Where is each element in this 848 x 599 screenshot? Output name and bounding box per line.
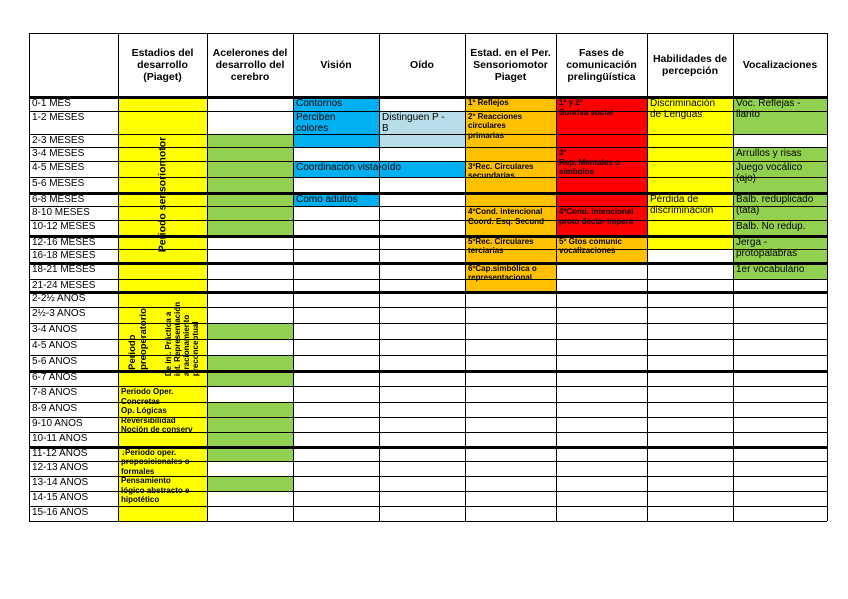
grid-line [733,33,734,521]
row-label: 1-2 MESES [32,111,85,123]
grid-line [293,33,294,521]
grid-line [29,134,827,135]
fase-4: 4ºCond. intencional proto decla- impera [556,206,647,236]
brain-spurt-3 [207,402,293,447]
row-label: 4-5 AÑOS [32,340,78,351]
grid-line [29,370,827,373]
grid-line [29,291,827,294]
preoperatorio-label: Periodo preoperatorio [127,308,150,370]
grid-line [29,147,827,148]
grid-line [29,417,827,418]
brain-spurt-5 [207,476,293,491]
row-label: 15-16 AÑOS [32,507,89,518]
header-col-5: Estad. en el Per. Sensoriomotor Piaget [470,47,551,83]
percepcion-perdida: Pérdida de discriminación [647,193,733,250]
sensorio-4: 4ºCond. intencional Coord. Esq. Secund [465,206,556,236]
vocal-jerga: Jerga - protopalabras [733,236,827,263]
grid-line [827,33,828,521]
row-label: 14-15 AÑOS [32,492,89,503]
grid-line [29,355,827,356]
grid-line [29,262,827,265]
row-label: 3-4 MESES [32,148,85,159]
row-label: 8-10 MESES [32,207,90,218]
row-label: 4-5 MESES [32,161,85,173]
grid-line [29,432,827,433]
grid-line [29,33,30,521]
preoperatorio-detail-label: De int. Práctica a int. Representación a racionamiento preconceptual [164,301,201,377]
fase-3: 3º Rep. Mentales o símbolos [556,147,647,193]
grid-line [379,33,380,521]
grid-line [29,96,827,99]
header-col-4: Oído [410,59,434,71]
row-label: 8-9 AÑOS [32,403,78,414]
header-col-7: Habilidades de percepción [652,53,728,77]
grid-line [29,446,827,449]
row-label: 7-8 AÑOS [32,387,78,398]
grid-line [29,161,827,162]
grid-line [29,206,827,207]
brain-spurt-4 [207,447,293,462]
grid-line [29,491,827,492]
vocal-arrullos: Arrullos y risas [733,147,827,161]
grid-line [29,402,827,403]
grid-line [29,192,827,195]
header-col-6: Fases de comunicación prelingüística [566,47,637,83]
vocal-balb-no-redup: Balb. No redup. [733,220,827,236]
grid-line [29,235,827,238]
grid-line [207,33,208,521]
row-label: 16-18 MESES [32,250,96,261]
vision-contornos: Contornos [293,97,379,111]
vocal-vocabulario: 1er vocabulario [733,263,827,279]
row-label: 5-6 AÑOS [32,356,78,367]
grid-line [29,177,827,178]
sensorio-5: 5ºRec. Circulares terciarias [465,236,556,263]
row-label: 3-4 AÑOS [32,324,78,335]
vision-coordinacion: Coordinación vista-oído [293,161,465,177]
piaget-concretas: Periodo Oper. Concretas Op. Lógicas Reversibilidad Noción de conserv [118,386,207,447]
vocal-reflejas: Voc. Reflejas - llanto [733,97,827,134]
row-label: 2½-3 AÑOS [32,308,86,319]
row-label: 2-2½ AÑOS [32,293,86,304]
fase-5: 5º Gtos comunic vocalizaciones [556,236,647,263]
grid-line [29,111,827,112]
grid-line [29,339,827,340]
row-label: 6-7 AÑOS [32,372,78,383]
sensorio-gap [465,193,556,207]
piaget-formales: ↓Periodo oper. proposicionales o formales Pensamiento lógico abstracto e hipotético [118,447,207,521]
grid-line [29,33,827,34]
vision-colores: Perciben colores [293,111,379,148]
row-label: 18-21 MESES [32,263,96,275]
row-label: 10-12 MESES [32,220,96,232]
grid-line [29,279,827,280]
row-label: 9-10 AÑOS [32,418,83,429]
row-label: 10-11 AÑOS [32,433,88,444]
row-label: 2-3 MESES [32,134,85,146]
header-col-3: Visión [320,59,352,71]
grid-line [29,521,827,522]
vocal-balb-redup: Balb. reduplicado (tata) [733,193,827,220]
row-label: 21-24 MESES [32,279,96,291]
header-col-2: Acelerones del desarrollo del cerebro [212,47,288,83]
grid-line [465,33,466,521]
row-label: 12-13 AÑOS [32,462,89,473]
brain-spurt-1 [207,323,293,339]
percepcion-discriminacion: Discriminación de Lenguas [647,97,733,193]
fase-1-2: 1º y 2º Sonrisa social [556,97,647,147]
grid-line [29,461,827,462]
row-label: 12-16 MESES [32,236,96,248]
grid-line [647,33,648,521]
grid-line [118,33,119,521]
row-label: 6-8 MESES [32,193,85,205]
row-label: 0-1 MES [32,98,71,109]
grid-line [556,33,557,521]
grid-line [29,323,827,324]
sensorio-6: 6ºCap.simbólica o representacional [465,263,556,293]
header-col-1: Estadios del desarrollo (Piaget) [131,47,194,83]
row-label: 5-6 MESES [32,177,85,189]
grid-line [29,506,827,507]
fase-gap [556,193,647,207]
grid-line [29,386,827,387]
header-col-8: Vocalizaciones [742,59,818,71]
vision-adultos: Como adultos [293,193,379,207]
sensoriomotor-label: Periodo sensoriomotor [156,136,169,253]
grid-line [29,220,827,221]
sensorio-2: 2º Reacciones circulares primarias [465,111,556,161]
grid-line [29,307,827,308]
oido-distinguen: Distinguen P - B [379,111,465,148]
row-label: 13-14 AÑOS [32,477,89,488]
header-col-0 [29,33,118,97]
row-label: 11-12 AÑOS [32,447,88,459]
sensorio-3: 3ºRec. Circulares secundarias [465,161,556,193]
vocal-juego: Juego vocálico (ajo) [733,161,827,193]
sensorio-1: 1º Reflejos [465,97,556,111]
grid-line [29,249,827,250]
grid-line [29,476,827,477]
